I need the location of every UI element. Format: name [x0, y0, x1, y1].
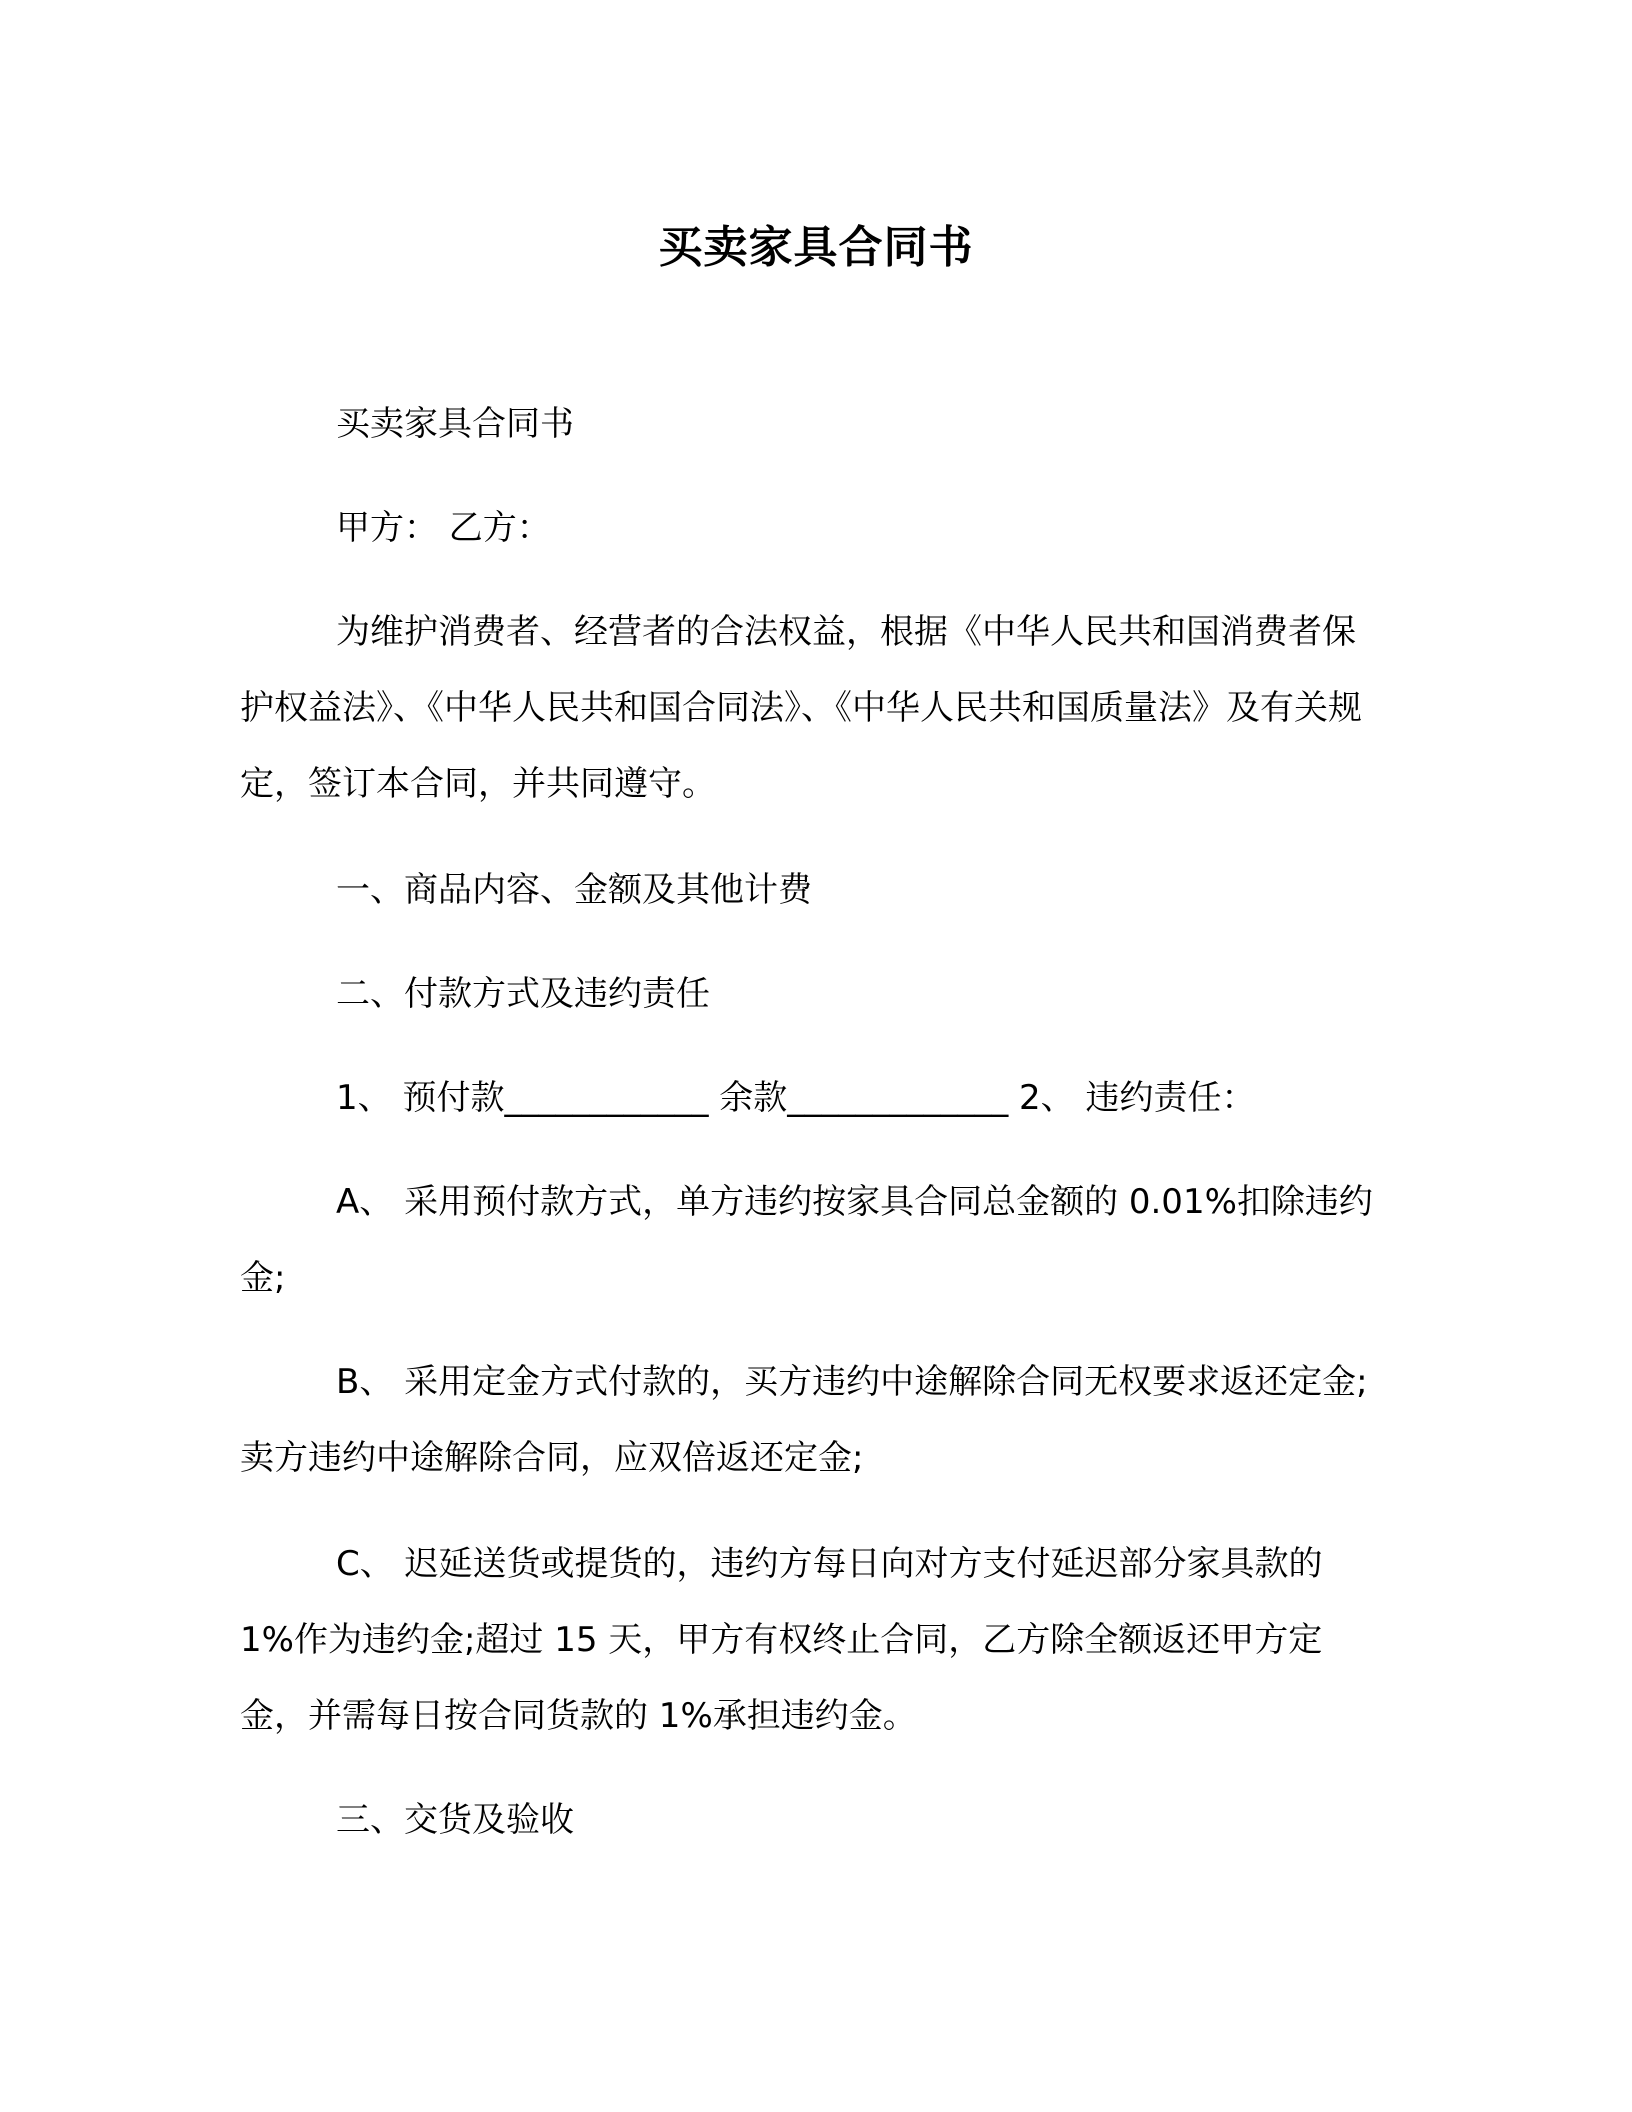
section-heading-3: 三、交货及验收 [336, 1800, 574, 1840]
document-title: 买卖家具合同书 [658, 222, 974, 273]
paragraph-clause-b: B、 采用定金方式付款的，买方违约中途解除合同无权要求返还定金;卖方违约中途解除合同，应双倍返还定金; [240, 1362, 1368, 1478]
paragraph-clause-c: C、 迟延送货或提货的，违约方每日向对方支付延迟部分家具款的 1%作为违约金;超过 15 天，甲方有权终止合同，乙方除全额返还甲方定金，并需每日按合同货款的 1%承担违约金。 [240, 1544, 1323, 1736]
paragraph-preamble: 为维护消费者、经营者的合法权益，根据《中华人民共和国消费者保护权益法》、《中华人民共和国合同法》、《中华人民共和国质量法》及有关规定，签订本合同，并共同遵守。 [240, 612, 1362, 804]
section-heading-2: 二、付款方式及违约责任 [336, 974, 710, 1014]
paragraph-parties: 甲方： 乙方： [336, 508, 551, 548]
paragraph-heading: 买卖家具合同书 [336, 404, 574, 444]
section-heading-1: 一、商品内容、金额及其他计费 [336, 870, 812, 910]
paragraph-payment-terms: 1、 预付款____________ 余款_____________ 2、 违约责任： [336, 1078, 1256, 1118]
paragraph-clause-a: A、 采用预付款方式，单方违约按家具合同总金额的 0.01%扣除违约金; [240, 1182, 1373, 1298]
